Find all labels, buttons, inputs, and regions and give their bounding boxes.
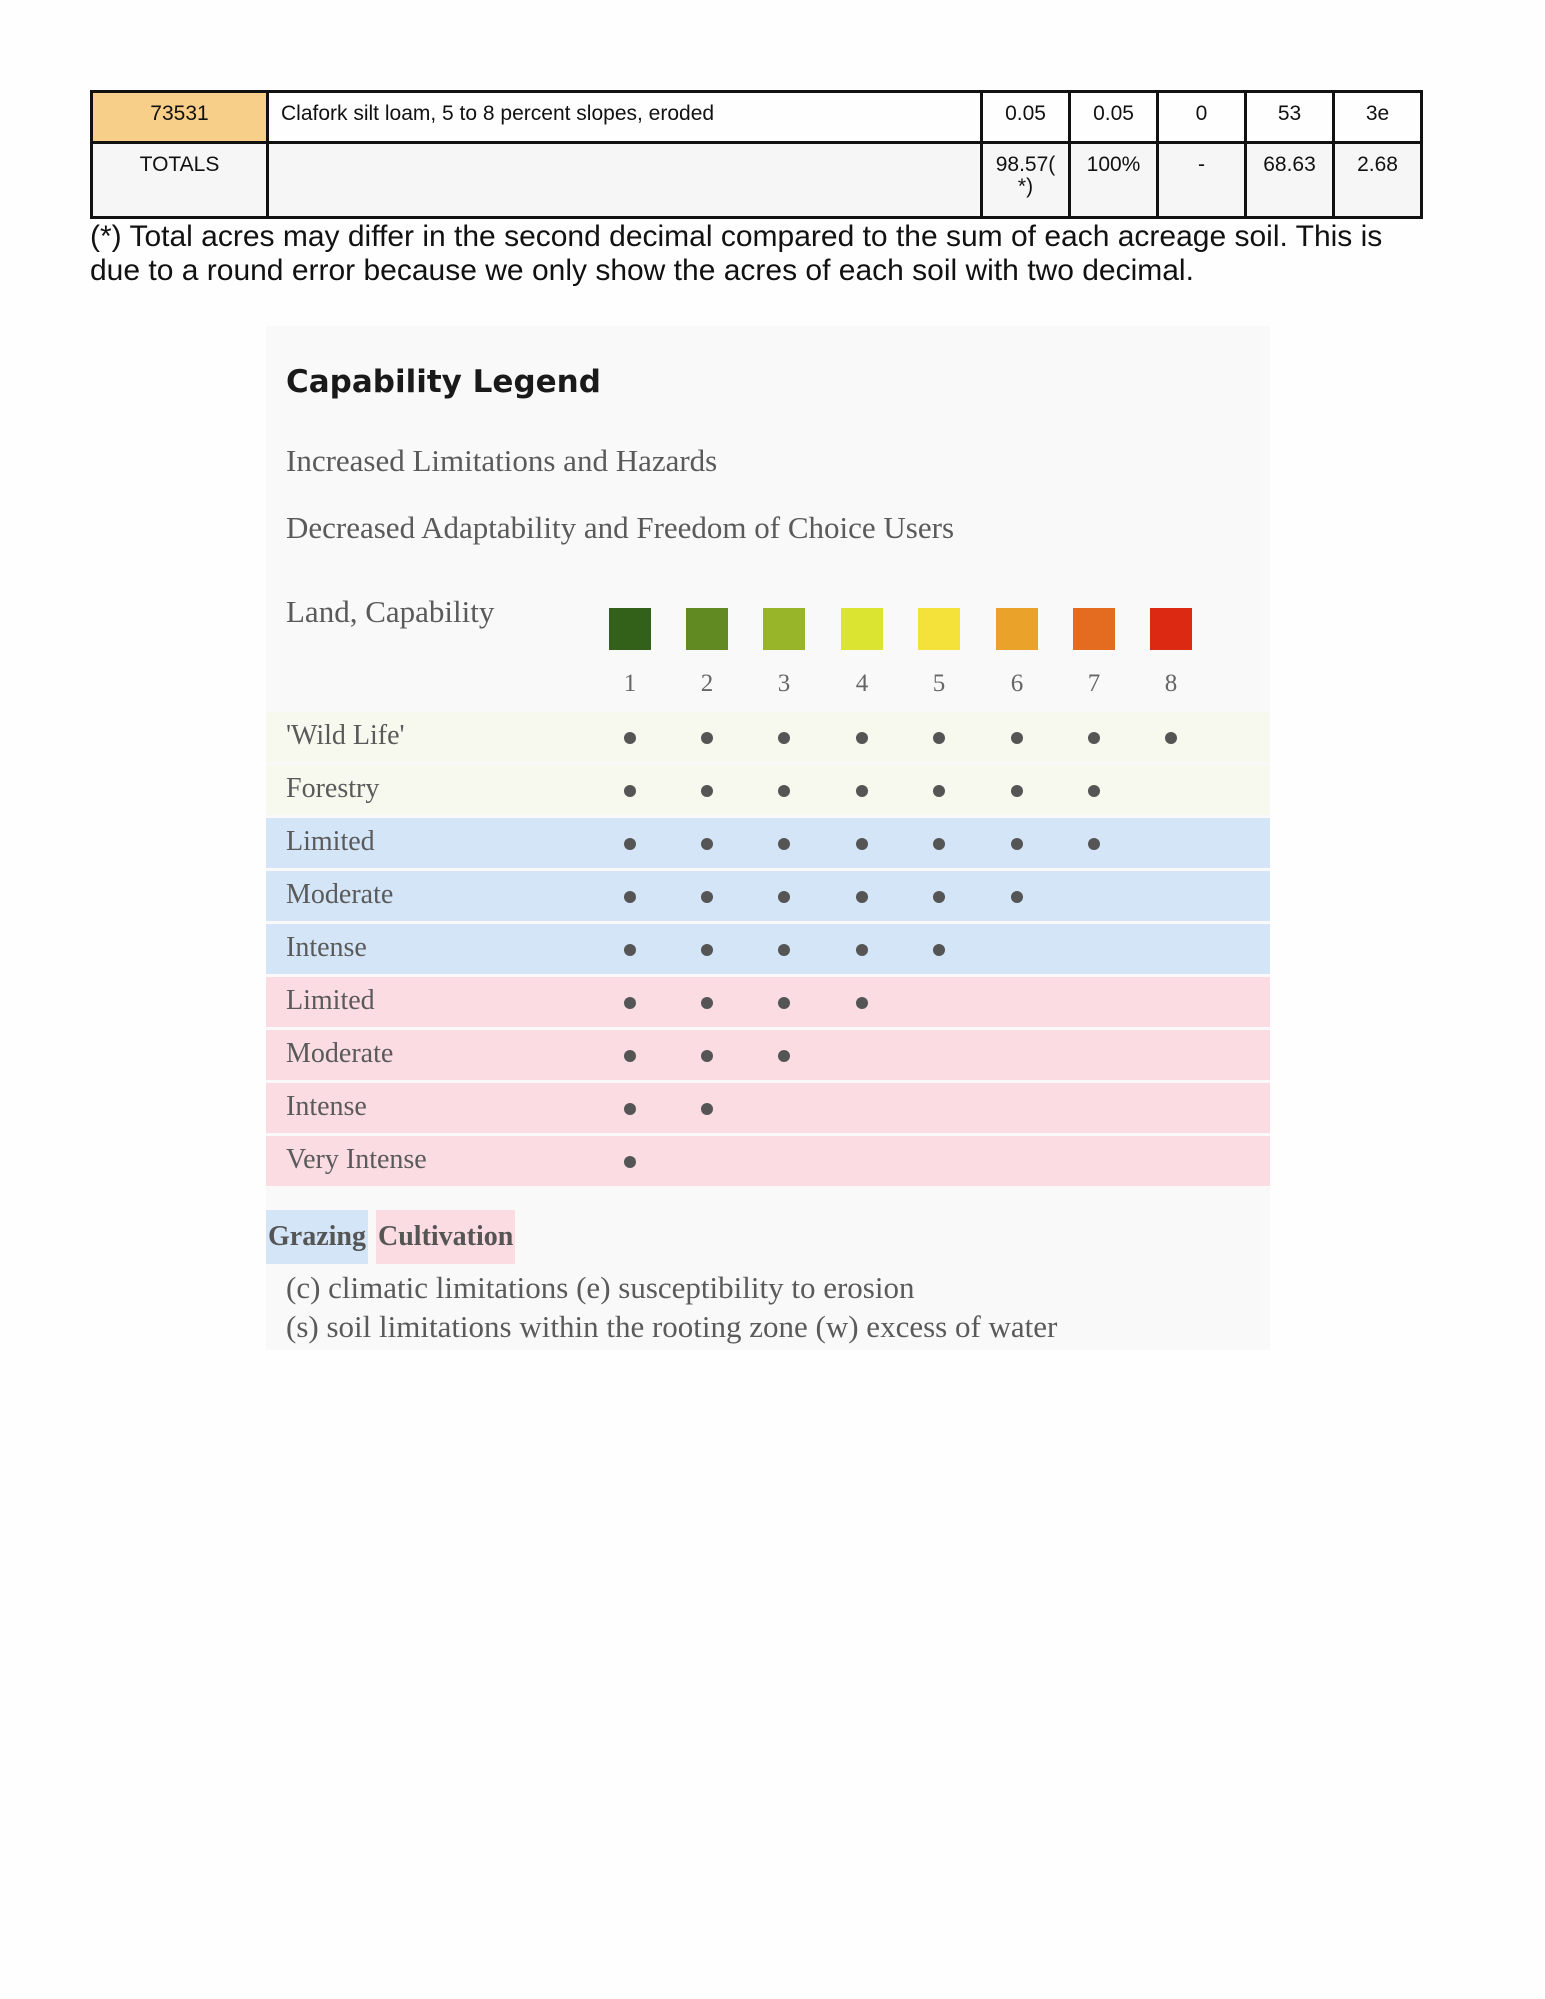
legend-row-label: Moderate xyxy=(286,879,394,910)
table-row xyxy=(92,92,1422,143)
capability-class-number: 6 xyxy=(1010,670,1024,697)
capability-dot xyxy=(856,838,868,850)
capability-dot xyxy=(624,838,636,850)
capability-dot xyxy=(624,1156,636,1168)
legend-row-wildlife xyxy=(266,712,1270,762)
legend-row-label: Very Intense xyxy=(286,1144,427,1175)
legend-row-label: 'Wild Life' xyxy=(286,720,405,751)
value-cell: 53 xyxy=(1246,92,1334,143)
legend-row-cultivation xyxy=(266,1136,1270,1186)
capability-dot xyxy=(778,785,790,797)
capability-dot xyxy=(624,732,636,744)
total-percent-cell: 100% xyxy=(1070,143,1158,218)
map-unit-code: 73531 xyxy=(92,92,268,143)
footnote: (*) Total acres may differ in the second decimal compared to the sum of each acreage soil. This is due to a round error because we only show the acres of each soil with two decimal. xyxy=(90,220,1383,287)
capability-class-4-swatch xyxy=(841,608,883,650)
capability-dot xyxy=(1011,838,1023,850)
total-acres-cell: 98.57( *) xyxy=(982,143,1070,218)
acres-cell: 0.05 xyxy=(982,92,1070,143)
cultivation-key: Cultivation xyxy=(376,1210,515,1264)
capability-class-6-swatch xyxy=(996,608,1038,650)
capability-class-cell: 3e xyxy=(1334,92,1422,143)
capability-dot xyxy=(701,1050,713,1062)
capability-dot xyxy=(1088,732,1100,744)
capability-dot xyxy=(701,944,713,956)
legend-row-cultivation xyxy=(266,977,1270,1027)
capability-dot xyxy=(624,944,636,956)
capability-dot xyxy=(701,732,713,744)
capability-dot xyxy=(701,785,713,797)
capability-dot xyxy=(856,891,868,903)
capability-dot xyxy=(624,1103,636,1115)
capability-dot xyxy=(1011,785,1023,797)
capability-dot xyxy=(856,785,868,797)
capability-dot xyxy=(856,944,868,956)
limitation-codes-line1: (c) climatic limitations (e) susceptibility to erosion xyxy=(286,1270,915,1305)
legend-row-label: Intense xyxy=(286,932,367,963)
capability-dot xyxy=(624,997,636,1009)
grazing-key: Grazing xyxy=(266,1210,368,1264)
capability-dot xyxy=(778,1050,790,1062)
capability-swatches xyxy=(266,608,1270,652)
capability-dot xyxy=(701,997,713,1009)
capability-dot xyxy=(1088,838,1100,850)
capability-dot xyxy=(933,891,945,903)
capability-dot xyxy=(701,838,713,850)
capability-matrix xyxy=(266,712,1270,1189)
legend-row-label: Limited xyxy=(286,985,375,1016)
legend-row-cultivation xyxy=(266,1030,1270,1080)
capability-dot xyxy=(778,997,790,1009)
capability-dot xyxy=(778,838,790,850)
capability-class-3-swatch xyxy=(763,608,805,650)
capability-legend xyxy=(266,326,1270,1350)
capability-dot xyxy=(933,944,945,956)
capability-class-number: 3 xyxy=(777,670,791,697)
capability-dot xyxy=(778,944,790,956)
value-cell: 0 xyxy=(1158,92,1246,143)
capability-dot xyxy=(778,891,790,903)
capability-dot xyxy=(1088,785,1100,797)
capability-class-5-swatch xyxy=(918,608,960,650)
land-capability-label: Land, Capability xyxy=(286,594,495,629)
legend-row-label: Moderate xyxy=(286,1038,394,1069)
value-cell: 2.68 xyxy=(1334,143,1422,218)
capability-dot xyxy=(624,1050,636,1062)
capability-numbers xyxy=(266,670,1270,700)
legend-row-label: Intense xyxy=(286,1091,367,1122)
capability-dot xyxy=(1165,732,1177,744)
legend-subtitle-adaptability: Decreased Adaptability and Freedom of Choice Users xyxy=(286,510,955,545)
legend-subtitle-limitations: Increased Limitations and Hazards xyxy=(286,443,718,478)
totals-description xyxy=(268,143,982,218)
capability-class-number: 4 xyxy=(855,670,869,697)
map-unit-name: Clafork silt loam, 5 to 8 percent slopes, eroded xyxy=(268,92,982,143)
legend-row-grazing xyxy=(266,924,1270,974)
capability-dot xyxy=(778,732,790,744)
capability-class-8-swatch xyxy=(1150,608,1192,650)
capability-dot xyxy=(624,891,636,903)
value-cell: - xyxy=(1158,143,1246,218)
limitation-codes-line2: (s) soil limitations within the rooting zone (w) excess of water xyxy=(286,1309,1058,1344)
capability-dot xyxy=(856,732,868,744)
capability-class-2-swatch xyxy=(686,608,728,650)
capability-dot xyxy=(856,997,868,1009)
totals-row xyxy=(92,143,1422,218)
legend-row-wildlife xyxy=(266,765,1270,815)
capability-dot xyxy=(933,838,945,850)
capability-class-number: 8 xyxy=(1164,670,1178,697)
capability-class-7-swatch xyxy=(1073,608,1115,650)
capability-class-number: 7 xyxy=(1087,670,1101,697)
legend-title: Capability Legend xyxy=(286,364,601,400)
legend-row-label: Limited xyxy=(286,826,375,857)
capability-dot xyxy=(1011,891,1023,903)
soil-table xyxy=(90,90,1423,219)
capability-class-number: 1 xyxy=(623,670,637,697)
value-cell: 68.63 xyxy=(1246,143,1334,218)
capability-class-1-swatch xyxy=(609,608,651,650)
legend-row-grazing xyxy=(266,818,1270,868)
percent-cell: 0.05 xyxy=(1070,92,1158,143)
capability-dot xyxy=(933,785,945,797)
legend-row-grazing xyxy=(266,871,1270,921)
capability-dot xyxy=(1011,732,1023,744)
legend-row-cultivation xyxy=(266,1083,1270,1133)
totals-label: TOTALS xyxy=(92,143,268,218)
capability-class-number: 2 xyxy=(700,670,714,697)
capability-dot xyxy=(701,891,713,903)
capability-dot xyxy=(624,785,636,797)
legend-row-label: Forestry xyxy=(286,773,380,804)
capability-dot xyxy=(701,1103,713,1115)
capability-class-number: 5 xyxy=(932,670,946,697)
capability-dot xyxy=(933,732,945,744)
